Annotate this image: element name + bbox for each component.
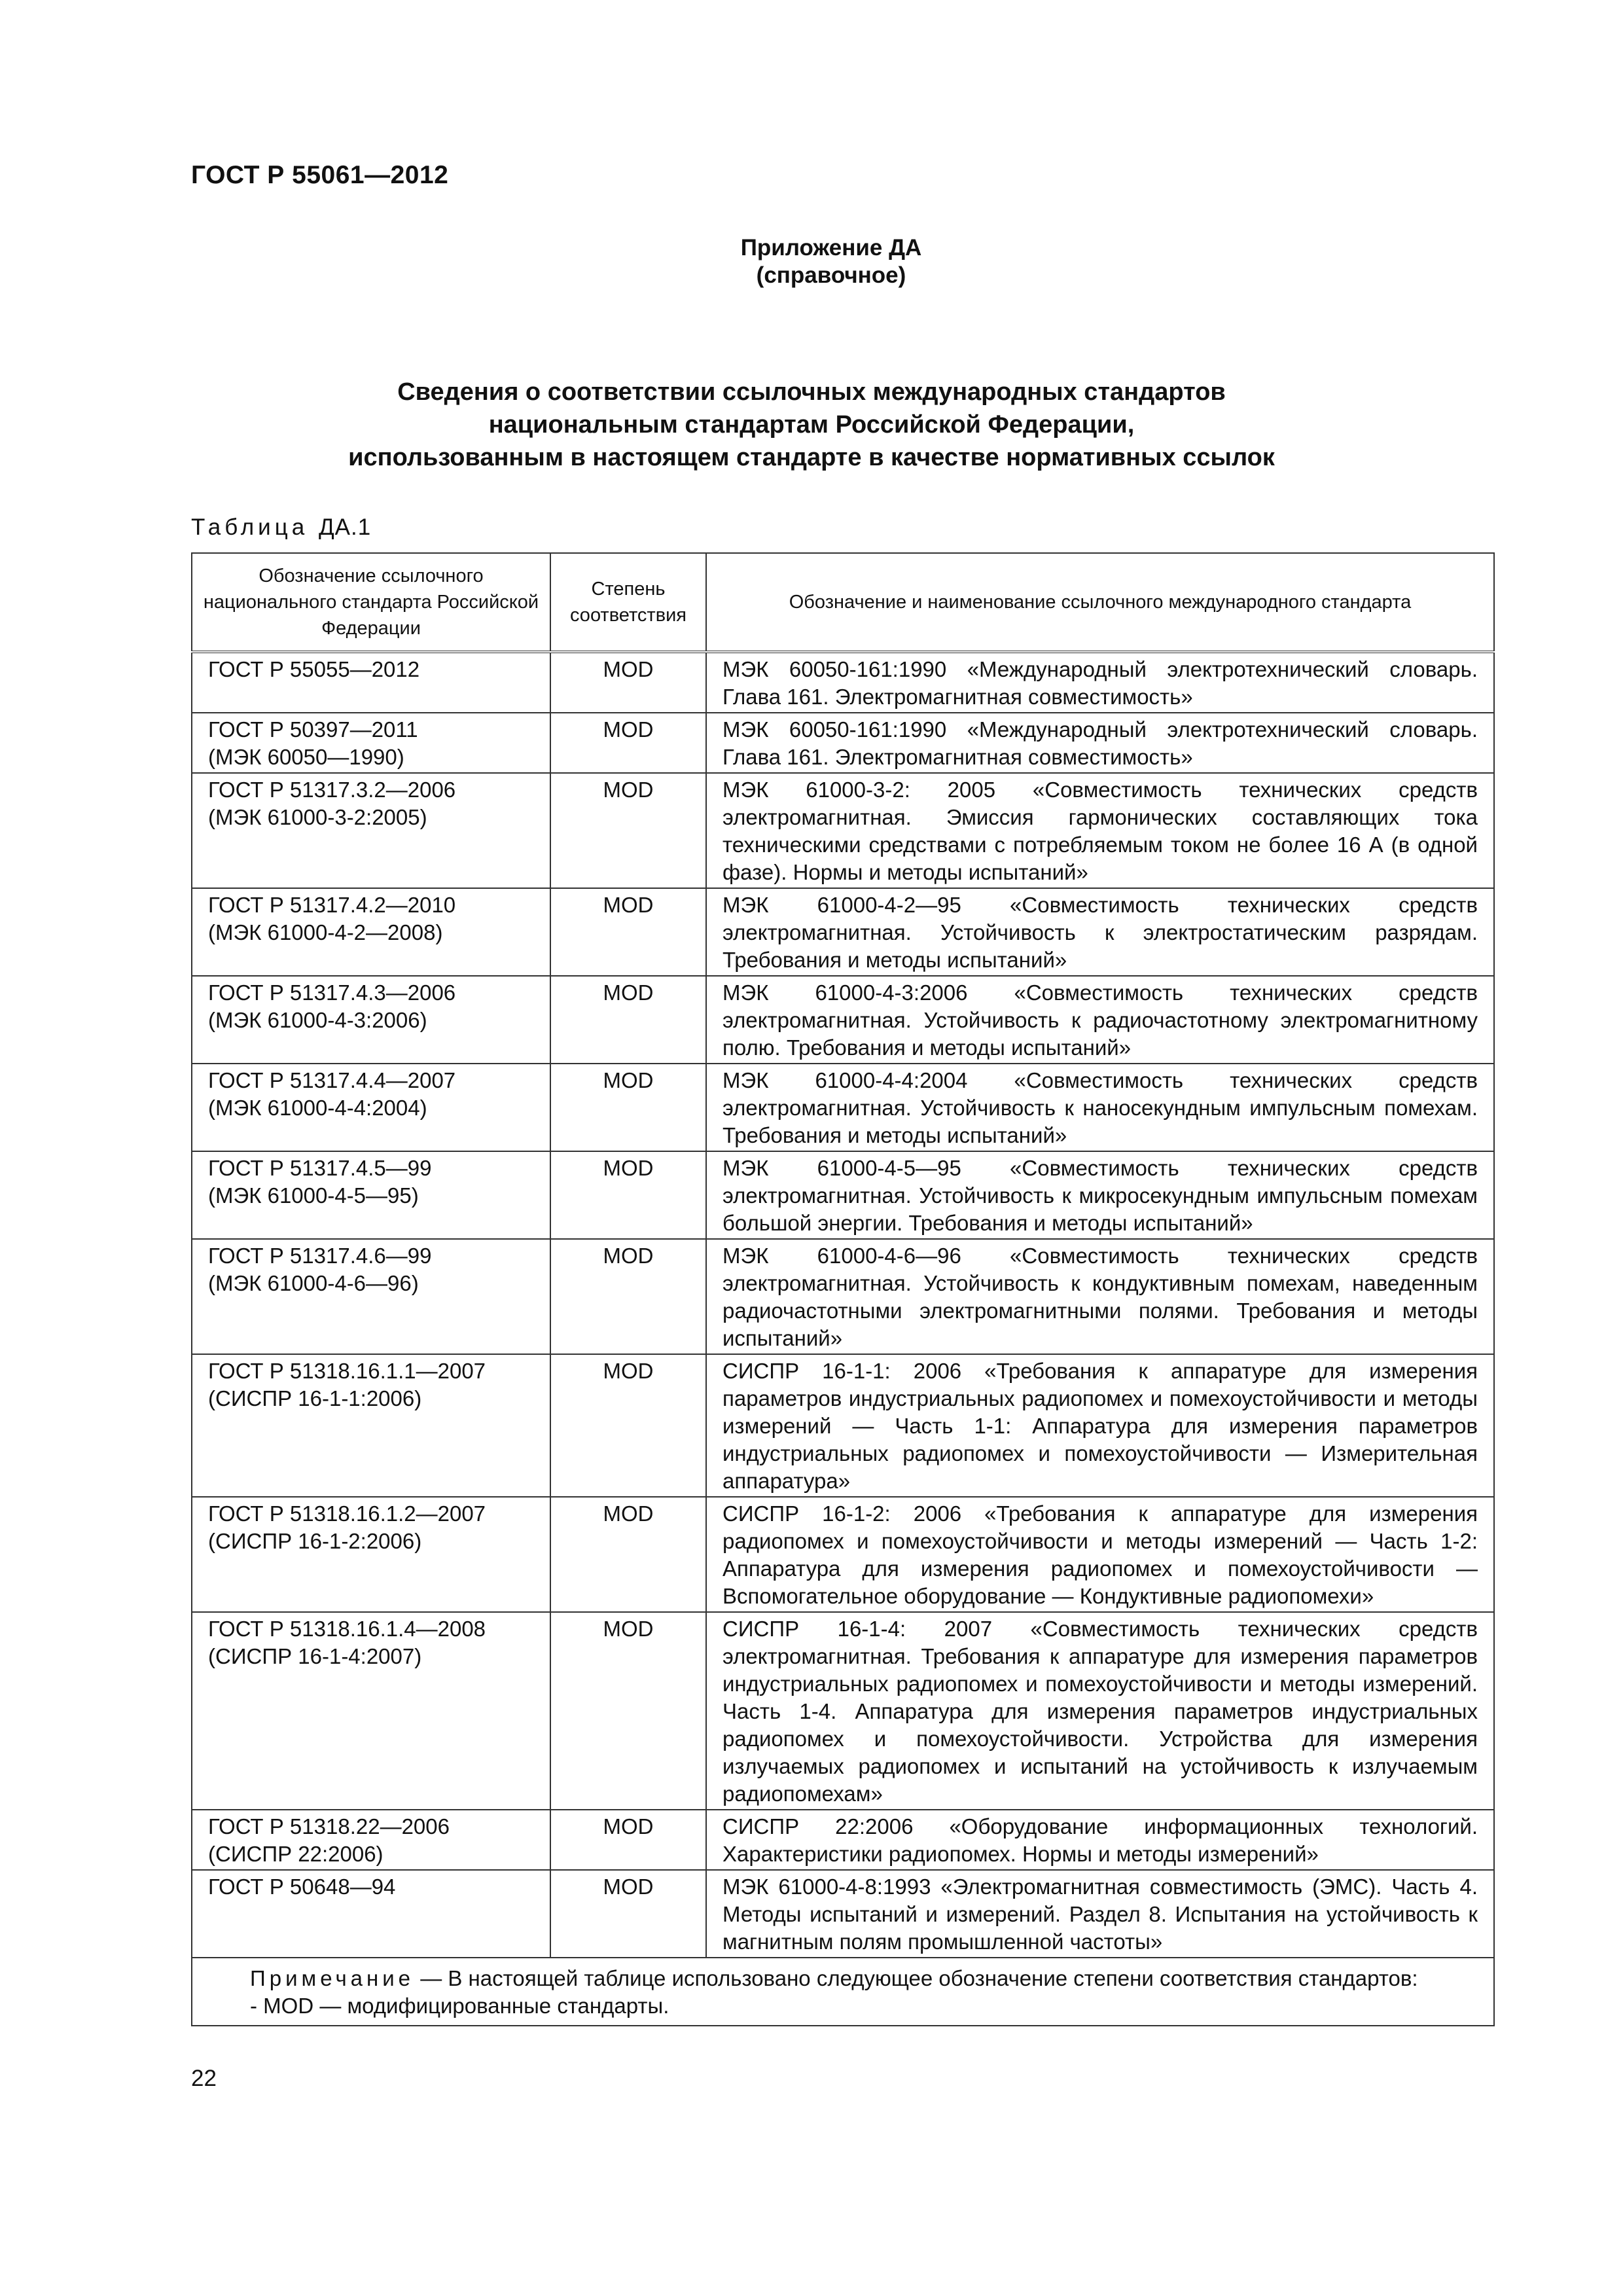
international-standard-cell: СИСПР 22:2006 «Оборудование информационных технологий. Характеристики радиопомех. Нормы и методы измерений» <box>706 1810 1494 1870</box>
national-standard-cell <box>192 1612 550 1810</box>
source-standard-reference: (МЭК 61000-4-5—95) <box>208 1183 419 1208</box>
gost-designation: ГОСТ Р 51318.22—2006 <box>208 1814 450 1839</box>
table-row <box>192 1497 1494 1612</box>
table-row <box>192 1064 1494 1151</box>
degree-cell: MOD <box>550 1497 706 1612</box>
source-standard-reference: (МЭК 61000-4-2—2008) <box>208 920 443 944</box>
national-standard-cell <box>192 773 550 888</box>
title-line: национальным стандартам Российской Федерации, <box>488 411 1135 439</box>
international-standard-cell: СИСПР 16-1-2: 2006 «Требования к аппаратуре для измерения радиопомех и помехоустойчивости и методы измерений — Часть 1-2: Аппаратура для измерения радиопомех и помехоустойчивости — Вспомогательное оборудование — Кондуктивные радиопомехи» <box>706 1497 1494 1612</box>
table-note-row <box>192 1958 1494 2026</box>
source-standard-reference: (МЭК 61000-3-2:2005) <box>208 805 427 829</box>
source-standard-reference: (СИСПР 16-1-1:2006) <box>208 1386 422 1410</box>
source-standard-reference: (СИСПР 16-1-4:2007) <box>208 1644 422 1668</box>
source-standard-reference: (СИСПР 16-1-2:2006) <box>208 1529 422 1553</box>
table-row <box>192 1870 1494 1958</box>
page-number: 22 <box>191 2066 217 2091</box>
table-row <box>192 652 1494 713</box>
title-line: использованным в настоящем стандарте в качестве нормативных ссылок <box>348 444 1275 471</box>
gost-designation: ГОСТ Р 51317.4.2—2010 <box>208 893 456 917</box>
section-title <box>216 376 1407 474</box>
appendix-heading <box>589 234 1073 289</box>
international-standard-cell: СИСПР 16-1-1: 2006 «Требования к аппаратуре для измерения параметров индустриальных радиопомех и помехоустойчивости и методы измерений — Часть 1-1: Аппаратура для измерения параметров индустриальных радиопомех и помехоустойчивости — Измерительная аппаратура» <box>706 1354 1494 1497</box>
table-row <box>192 1612 1494 1810</box>
degree-cell: MOD <box>550 1239 706 1354</box>
gost-designation: ГОСТ Р 51318.16.1.4—2008 <box>208 1617 486 1641</box>
gost-designation: ГОСТ Р 51317.4.6—99 <box>208 1244 432 1268</box>
table-header-row <box>192 553 1494 652</box>
table-row <box>192 1354 1494 1497</box>
degree-cell: MOD <box>550 1064 706 1151</box>
national-standard-cell <box>192 1497 550 1612</box>
source-standard-reference: (МЭК 60050—1990) <box>208 745 404 769</box>
national-standard-cell <box>192 888 550 976</box>
gost-designation: ГОСТ Р 51318.16.1.2—2007 <box>208 1501 486 1526</box>
header-national-standard: Обозначение ссылочного национального стандарта Российской Федерации <box>192 553 550 652</box>
table-caption-label: Таблица <box>191 514 309 540</box>
table-caption <box>191 514 371 541</box>
international-standard-cell: МЭК 61000-4-3:2006 «Совместимость технических средств электромагнитная. Устойчивость к радиочастотному электромагнитному полю. Требования и методы испытаний» <box>706 976 1494 1064</box>
degree-cell: MOD <box>550 1612 706 1810</box>
gost-designation: ГОСТ Р 51317.4.4—2007 <box>208 1068 456 1092</box>
gost-designation: ГОСТ Р 51317.4.3—2006 <box>208 980 456 1005</box>
degree-cell: MOD <box>550 1151 706 1239</box>
international-standard-cell: МЭК 61000-4-2—95 «Совместимость технических средств электромагнитная. Устойчивость к электростатическим разрядам. Требования и методы испытаний» <box>706 888 1494 976</box>
gost-designation: ГОСТ Р 50648—94 <box>208 1874 396 1899</box>
note-item: - MOD — модифицированные стандарты. <box>250 1994 669 2018</box>
national-standard-cell <box>192 1870 550 1958</box>
national-standard-cell <box>192 1151 550 1239</box>
note-text: — В настоящей таблице использовано следующее обозначение степени соответствия стандартов: <box>420 1966 1418 1990</box>
degree-cell: MOD <box>550 1810 706 1870</box>
national-standard-cell <box>192 1239 550 1354</box>
table-row <box>192 773 1494 888</box>
source-standard-reference: (СИСПР 22:2006) <box>208 1842 383 1866</box>
international-standard-cell: МЭК 60050-161:1990 «Международный электротехнический словарь. Глава 161. Электромагнитная совместимость» <box>706 652 1494 713</box>
source-standard-reference: (МЭК 61000-4-6—96) <box>208 1271 419 1295</box>
table-row <box>192 976 1494 1064</box>
degree-cell: MOD <box>550 713 706 773</box>
gost-designation: ГОСТ Р 51317.3.2—2006 <box>208 778 456 802</box>
national-standard-cell <box>192 1354 550 1497</box>
degree-cell: MOD <box>550 1870 706 1958</box>
table-row <box>192 1239 1494 1354</box>
header-degree: Степень соответствия <box>550 553 706 652</box>
table-row <box>192 1151 1494 1239</box>
gost-designation: ГОСТ Р 51318.16.1.1—2007 <box>208 1359 486 1383</box>
degree-cell: MOD <box>550 773 706 888</box>
source-standard-reference: (МЭК 61000-4-3:2006) <box>208 1008 427 1032</box>
degree-cell: MOD <box>550 976 706 1064</box>
national-standard-cell <box>192 652 550 713</box>
table-row <box>192 1810 1494 1870</box>
gost-designation: ГОСТ Р 55055—2012 <box>208 657 420 681</box>
table-note <box>192 1958 1494 2026</box>
note-label: Примечание <box>250 1966 415 1990</box>
international-standard-cell: МЭК 61000-4-5—95 «Совместимость технических средств электромагнитная. Устойчивость к микросекундным импульсным помехам большой энергии. Требования и методы испытаний» <box>706 1151 1494 1239</box>
international-standard-cell: МЭК 61000-4-4:2004 «Совместимость технических средств электромагнитная. Устойчивость к наносекундным импульсным помехам. Требования и методы испытаний» <box>706 1064 1494 1151</box>
international-standard-cell: МЭК 60050-161:1990 «Международный электротехнический словарь. Глава 161. Электромагнитная совместимость» <box>706 713 1494 773</box>
national-standard-cell <box>192 976 550 1064</box>
international-standard-cell: МЭК 61000-4-8:1993 «Электромагнитная совместимость (ЭМС). Часть 4. Методы испытаний и измерений. Раздел 8. Испытания на устойчивость к магнитным полям промышленной частоты» <box>706 1870 1494 1958</box>
gost-designation: ГОСТ Р 51317.4.5—99 <box>208 1156 432 1180</box>
table-body <box>192 652 1494 1958</box>
degree-cell: MOD <box>550 652 706 713</box>
gost-designation: ГОСТ Р 50397—2011 <box>208 717 418 742</box>
document-code: ГОСТ Р 55061—2012 <box>191 161 449 189</box>
degree-cell: MOD <box>550 888 706 976</box>
international-standard-cell: МЭК 61000-3-2: 2005 «Совместимость технических средств электромагнитная. Эмиссия гармонических составляющих тока техническими средствами с потребляемым током не более 16 А (в одной фазе). Нормы и методы испытаний» <box>706 773 1494 888</box>
national-standard-cell <box>192 1810 550 1870</box>
title-line: Сведения о соответствии ссылочных международных стандартов <box>397 378 1226 406</box>
national-standard-cell <box>192 713 550 773</box>
degree-cell: MOD <box>550 1354 706 1497</box>
appendix-subtitle: (справочное) <box>756 262 906 288</box>
table-row <box>192 888 1494 976</box>
correspondence-table <box>191 552 1495 2026</box>
table-row <box>192 713 1494 773</box>
header-international-standard: Обозначение и наименование ссылочного международного стандарта <box>706 553 1494 652</box>
source-standard-reference: (МЭК 61000-4-4:2004) <box>208 1096 427 1120</box>
international-standard-cell: СИСПР 16-1-4: 2007 «Совместимость технических средств электромагнитная. Требования к аппаратуре для измерения параметров индустриальных радиопомех и помехоустойчивости и методы измерений. Часть 1-4. Аппаратура для измерения параметров индустриальных радиопомех и помехоустойчивости. Устройства для измерения излучаемых радиопомех и испытаний на устойчивость к излучаемым радиопомехам» <box>706 1612 1494 1810</box>
table-caption-number: ДА.1 <box>318 514 372 540</box>
national-standard-cell <box>192 1064 550 1151</box>
international-standard-cell: МЭК 61000-4-6—96 «Совместимость технических средств электромагнитная. Устойчивость к кондуктивным помехам, наведенным радиочастотными электромагнитными полями. Требования и методы испытаний» <box>706 1239 1494 1354</box>
appendix-title: Приложение ДА <box>740 235 922 260</box>
